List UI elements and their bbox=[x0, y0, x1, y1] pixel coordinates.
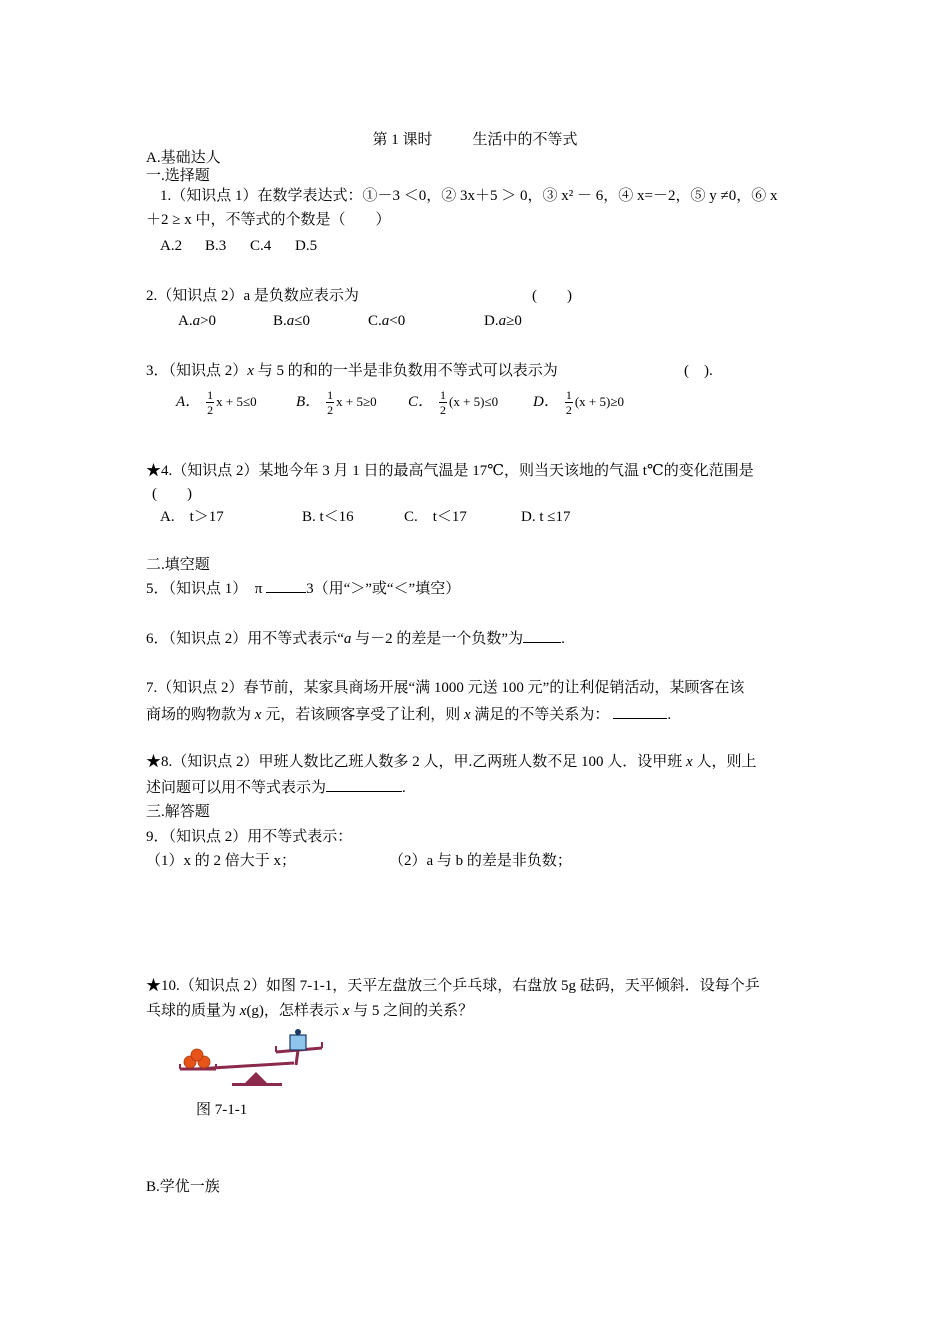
answer-blank[interactable] bbox=[326, 777, 402, 792]
answer-blank[interactable] bbox=[613, 704, 667, 719]
q2-option-a: A.a>0 bbox=[178, 313, 217, 329]
answer-blank[interactable] bbox=[266, 578, 306, 593]
q3-option-c: C． $\frac{1}{2}$ (x + 5)≤0 bbox=[408, 388, 499, 417]
weight-block bbox=[290, 1035, 306, 1050]
q8-line2: 述问题可以用不等式表示为 . bbox=[146, 777, 406, 798]
weight-knob bbox=[295, 1029, 301, 1035]
q4-option-a: A. t＞17 bbox=[160, 509, 224, 525]
section-choice-heading: 一.选择题 bbox=[146, 168, 210, 184]
q4-line1: ★4.（知识点 2）某地今年 3 月 1 日的最高气温是 17℃，则当天该地的气温 t℃的变化范围是 bbox=[146, 463, 754, 479]
q3-answer-paren: ( ). bbox=[684, 363, 713, 379]
section-fill-heading: 二.填空题 bbox=[146, 557, 210, 573]
fraction-half: $\frac{1}{2}$ bbox=[327, 388, 334, 417]
q9-stem: 9．（知识点 2）用不等式表示： bbox=[146, 829, 353, 845]
q6: 6．（知识点 2）用不等式表示“a 与－2 的差是一个负数”为 . bbox=[146, 628, 565, 649]
q10-line1: ★10.（知识点 2）如图 7-1-1，天平左盘放三个乒乓球，右盘放 5g 砝码，天平倾斜．设每个乒 bbox=[146, 978, 760, 994]
q4-option-d: D. t ≤17 bbox=[521, 509, 571, 525]
q2-option-d: D.a≥0 bbox=[484, 313, 522, 329]
q2-option-b: B.a≤0 bbox=[273, 313, 310, 329]
q3-option-b: B． $\frac{1}{2}$ x + 5≥0 bbox=[296, 388, 377, 417]
q1-option-d: D.5 bbox=[295, 238, 318, 254]
answer-blank[interactable] bbox=[523, 628, 561, 643]
fraction-half: $\frac{1}{2}$ bbox=[207, 388, 214, 417]
q5: 5．（知识点 1） π 3（用“＞”或“＜”填空） bbox=[146, 578, 460, 599]
q7-line1: 7.（知识点 2）春节前，某家具商场开展“满 1000 元送 100 元”的让利促销活动，某顾客在该 bbox=[146, 680, 745, 696]
q7-line2: 商场的购物款为 x 元，若该顾客享受了让利，则 x 满足的不等关系为： . bbox=[146, 704, 671, 725]
ping-pong-ball bbox=[191, 1049, 203, 1061]
q4-line2: ( ) bbox=[152, 486, 192, 502]
q1-line1: 1.（知识点 1）在数学表达式：①－3 ＜0，② 3x＋5 ＞ 0，③ x² － 6，④ x=－2，⑤ y ≠0，⑥ x bbox=[160, 188, 778, 204]
q1-option-b: B.3 bbox=[205, 238, 227, 254]
q9-part2: （2）a 与 b 的差是非负数； bbox=[389, 853, 572, 869]
balance-scale-figure bbox=[176, 1028, 332, 1090]
q2-option-c: C.a<0 bbox=[368, 313, 406, 329]
scale-fulcrum bbox=[244, 1072, 268, 1084]
lesson-number: 第 1 课时 bbox=[372, 132, 433, 148]
q4-option-c: C. t＜17 bbox=[404, 509, 467, 525]
q3-option-d: D． $\frac{1}{2}$ (x + 5)≥0 bbox=[533, 388, 624, 417]
scale-base bbox=[232, 1083, 282, 1086]
q1-option-a: A.2 bbox=[160, 238, 183, 254]
page-title bbox=[0, 128, 950, 149]
section-b-heading: B.学优一族 bbox=[146, 1179, 220, 1195]
q3-option-a: A． $\frac{1}{2}$ x + 5≤0 bbox=[176, 388, 257, 417]
q8-line1: ★8.（知识点 2）甲班人数比乙班人数多 2 人，甲.乙两班人数不足 100 人．设甲班 x 人，则上 bbox=[146, 754, 757, 770]
q4-option-b: B. t＜16 bbox=[302, 509, 354, 525]
q1-option-c: C.4 bbox=[250, 238, 272, 254]
section-solve-heading: 三.解答题 bbox=[146, 804, 210, 820]
section-a-heading: A.基础达人 bbox=[146, 150, 221, 166]
q2-answer-paren: ( ) bbox=[532, 288, 572, 304]
q9-part1: （1）x 的 2 倍大于 x； bbox=[146, 853, 297, 869]
lesson-topic: 生活中的不等式 bbox=[472, 132, 578, 148]
fraction-half: $\frac{1}{2}$ bbox=[565, 388, 572, 417]
figure-caption: 图 7-1-1 bbox=[196, 1102, 248, 1118]
fraction-half: $\frac{1}{2}$ bbox=[440, 388, 447, 417]
q3-stem: 3．（知识点 2）x 与 5 的和的一半是非负数用不等式可以表示为 bbox=[146, 363, 558, 379]
q2-stem: 2.（知识点 2）a 是负数应表示为 bbox=[146, 288, 359, 304]
q1-line2: ＋2 ≥ x 中，不等式的个数是（ ） bbox=[146, 212, 391, 228]
q10-line2: 乓球的质量为 x(g)，怎样表示 x 与 5 之间的关系？ bbox=[146, 1003, 474, 1019]
